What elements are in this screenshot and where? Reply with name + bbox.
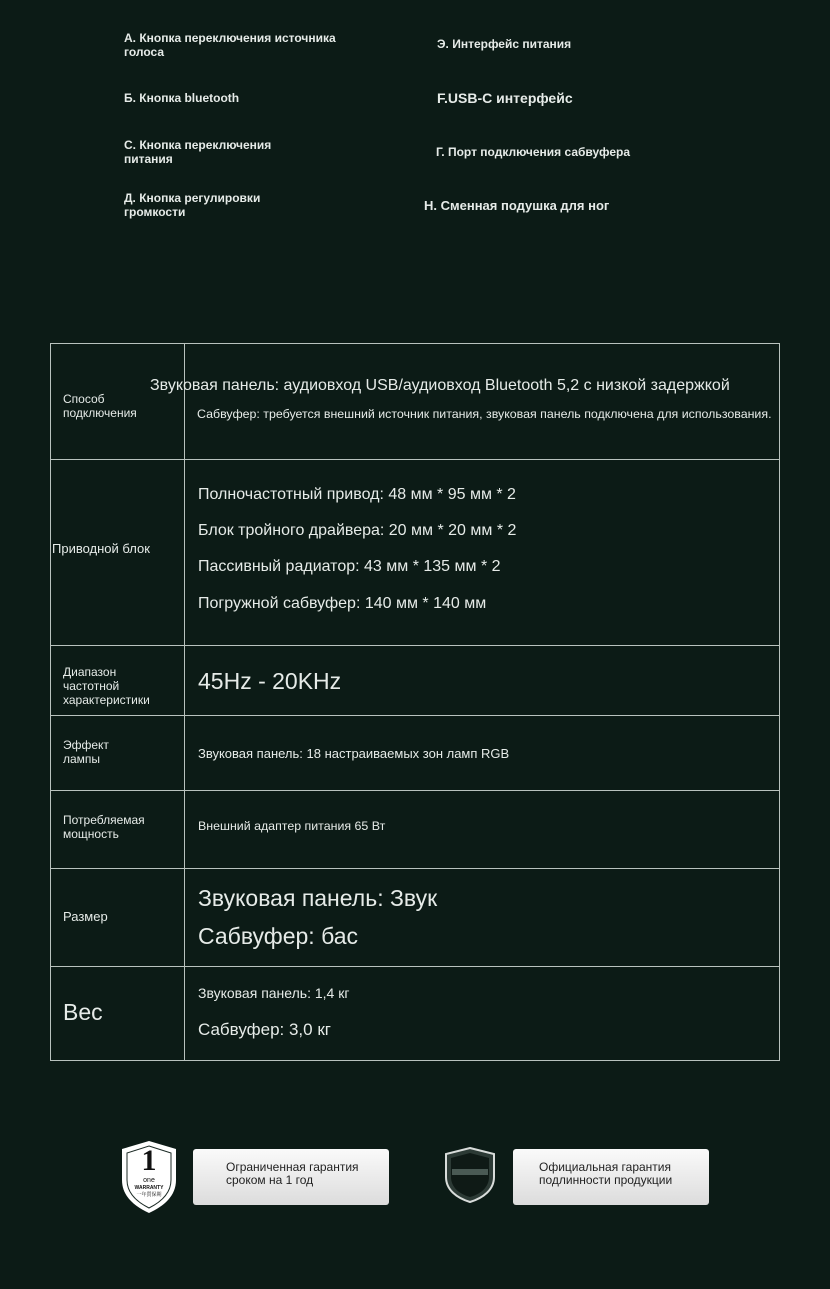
legend-item-f: F.USB-C интерфейс	[437, 90, 573, 106]
legend-item-g: Г. Порт подключения сабвуфера	[436, 145, 631, 159]
legend-item-d: Д. Кнопка регулировки громкости	[124, 191, 261, 219]
spec-row-size	[51, 869, 779, 967]
spec-table	[50, 343, 780, 1061]
spec-value-connection-line1: Звуковая панель: аудиовход USB/аудиовход Bluetooth 5,2 с низкой задержкой	[150, 377, 730, 394]
spec-value-size-1: Звуковая панель: Звук	[198, 885, 438, 911]
spec-value-driver-1: Полночастотный привод: 48 мм * 95 мм * 2	[198, 486, 516, 503]
warranty-shield-icon	[120, 1140, 178, 1214]
spec-value-power: Внешний адаптер питания 65 Вт	[198, 819, 386, 833]
spec-label-connection: Способ подключения	[63, 392, 137, 420]
legend-item-c: С. Кнопка переключения питания	[124, 138, 272, 166]
spec-label-size: Размер	[63, 909, 108, 924]
spec-value-driver-3: Пассивный радиатор: 43 мм * 135 мм * 2	[198, 558, 501, 575]
spec-label-frequency: Диапазон частотной характеристики	[63, 665, 150, 707]
spec-row-power	[51, 791, 779, 869]
spec-value-driver-2: Блок тройного драйвера: 20 мм * 20 мм * 2	[198, 522, 517, 539]
warranty-box	[193, 1149, 389, 1205]
warranty-cn: 一年質保期	[136, 1192, 162, 1198]
spec-label-driver: Приводной блок	[52, 541, 150, 556]
spec-row-driver	[51, 460, 779, 646]
legend-item-b: Б. Кнопка bluetooth	[124, 91, 240, 105]
spec-row-light	[51, 716, 779, 791]
spec-row-connection	[51, 344, 779, 460]
spec-value-size-2: Сабвуфер: бас	[198, 923, 359, 949]
authenticity-text: Официальная гарантия подлинности продукции	[539, 1160, 673, 1187]
warranty-word-2: WARRANTY	[134, 1185, 164, 1191]
spec-value-light: Звуковая панель: 18 настраиваемых зон ламп RGB	[198, 746, 510, 761]
warranty-number: 1	[141, 1144, 157, 1177]
warranty-word-1: one	[143, 1177, 155, 1184]
warranty-text: Ограниченная гарантия сроком на 1 год	[226, 1160, 359, 1187]
spec-label-light: Эффект лампы	[63, 738, 109, 766]
spec-label-power: Потребляемая мощность	[63, 813, 145, 841]
spec-value-weight-1: Звуковая панель: 1,4 кг	[198, 985, 350, 1001]
legend-item-e: Э. Интерфейс питания	[437, 37, 572, 51]
spec-row-weight	[51, 967, 779, 1060]
spec-value-driver-4: Погружной сабвуфер: 140 мм * 140 мм	[198, 595, 487, 612]
spec-value-weight-2: Сабвуфер: 3,0 кг	[198, 1020, 331, 1039]
legend-item-a: А. Кнопка переключения источника голоса	[124, 31, 336, 59]
spec-label-weight: Вес	[63, 999, 103, 1025]
spec-value-connection-line2: Сабвуфер: требуется внешний источник питания, звуковая панель подключена для использования.	[197, 407, 772, 421]
legend-item-h: Н. Сменная подушка для ног	[424, 198, 610, 213]
authenticity-box	[513, 1149, 709, 1205]
authenticity-shield-icon	[444, 1147, 496, 1203]
spec-row-frequency	[51, 646, 779, 716]
spec-value-frequency: 45Hz - 20KHz	[198, 668, 342, 694]
